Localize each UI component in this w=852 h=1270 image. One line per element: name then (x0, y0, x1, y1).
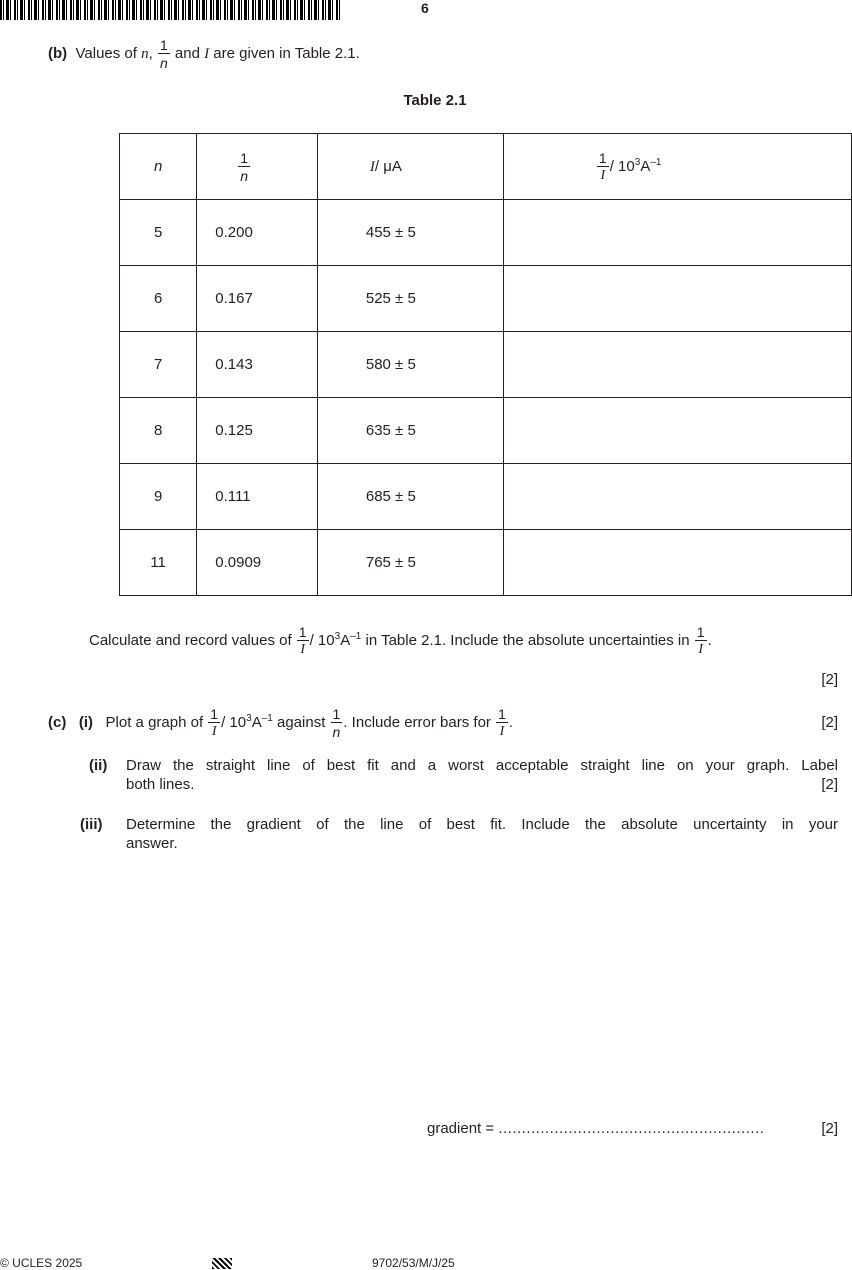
comma: , (148, 44, 153, 62)
part-c-i-label: (i) (78, 713, 94, 731)
cell-inv-n: 0.125 (197, 398, 318, 464)
intro-text-1: Values of (75, 44, 137, 62)
cell-I: 765 ± 5 (317, 530, 503, 596)
table-header-row (120, 134, 852, 200)
cell-n: 7 (120, 332, 197, 398)
qr-code (212, 1258, 232, 1269)
header-inv-I: $\frac{1}{I}$ / $10^3A^{-1}$ (503, 134, 851, 200)
table-row (120, 266, 852, 332)
cell-I: 580 ± 5 (317, 332, 503, 398)
cell-inv-n: 0.111 (197, 464, 318, 530)
header-n: n (120, 134, 197, 200)
answer-dots[interactable]: ......................................................... (498, 1120, 765, 1137)
cell-n: 9 (120, 464, 197, 530)
part-c-label: (c) (48, 713, 67, 731)
fraction-1-over-n: $\frac{1}{n}$ (332, 706, 341, 740)
cell-inv-n: 0.143 (197, 332, 318, 398)
part-c-iii-label: (iii) (80, 816, 103, 833)
table-row (120, 398, 852, 464)
cell-n: 5 (120, 200, 197, 266)
part-c-ii-marks: [2] (821, 776, 838, 793)
fraction-1-over-I: $\frac{1}{I}$ (298, 624, 307, 657)
table-2-1 (119, 133, 852, 596)
instruction-marks: [2] (821, 671, 838, 688)
cell-inv-I-answer[interactable] (503, 398, 851, 464)
cell-inv-I-answer[interactable] (503, 200, 851, 266)
instruction-text: Calculate and record values of $\frac{1}{I}$ / $10^3A^{-1}$ in Table 2.1. Include the absolute uncertainties in $\frac{1}{I}$ . (89, 624, 712, 657)
cell-inv-n: 0.0909 (197, 530, 318, 596)
header-I: I/ μA (317, 134, 503, 200)
part-b-label: (b) (48, 44, 68, 62)
part-c-ii-label: (ii) (89, 757, 108, 774)
table-row (120, 200, 852, 266)
intro-text-2: and (174, 44, 200, 62)
var-n: n (141, 45, 149, 62)
fraction-1-over-I: $\frac{1}{I}$ (210, 706, 219, 739)
cell-n: 11 (120, 530, 197, 596)
cell-inv-I-answer[interactable] (503, 332, 851, 398)
cell-n: 6 (120, 266, 197, 332)
var-I: I (204, 45, 210, 62)
table-title: Table 2.1 (403, 92, 467, 109)
gradient-label: gradient = (427, 1120, 495, 1137)
cell-inv-I-answer[interactable] (503, 464, 851, 530)
cell-n: 8 (120, 398, 197, 464)
fraction-1-over-I: $\frac{1}{I}$ (498, 706, 506, 739)
part-b-intro (48, 38, 360, 70)
part-c-iii-line-2: answer. (126, 835, 178, 852)
part-c-ii-line-2: both lines. (126, 776, 195, 793)
header-inv-n: $\frac{1}{n}$ (197, 134, 318, 200)
page-number: 6 (421, 0, 429, 16)
cell-I: 685 ± 5 (317, 464, 503, 530)
cell-inv-n: 0.167 (197, 266, 318, 332)
copyright: © UCLES 2025 (0, 1256, 83, 1270)
answer-marks: [2] (821, 1120, 838, 1137)
cell-I: 635 ± 5 (317, 398, 503, 464)
part-c-i-marks: [2] (821, 714, 838, 731)
cell-inv-I-answer[interactable] (503, 530, 851, 596)
cell-inv-I-answer[interactable] (503, 266, 851, 332)
gradient-answer-line[interactable] (427, 1120, 764, 1137)
part-c-iii-line-1: Determine the gradient of the line of best fit. Include the absolute uncertainty in your (126, 816, 838, 833)
table-row (120, 530, 852, 596)
fraction-1-over-n: $\frac{1}{n}$ (159, 37, 168, 71)
cell-inv-n: 0.200 (197, 200, 318, 266)
cell-I: 525 ± 5 (317, 266, 503, 332)
cell-I: 455 ± 5 (317, 200, 503, 266)
table-row (120, 332, 852, 398)
paper-code: 9702/53/M/J/25 (372, 1256, 455, 1270)
table-row (120, 464, 852, 530)
part-c-i: (c) (i) Plot a graph of $\frac{1}{I}$ / $10^3A^{-1}$ against $\frac{1}{n}$ . Include error bars for $\frac{1}{I}$ . (48, 706, 514, 740)
intro-text-3: are given in Table 2.1. (213, 44, 360, 62)
part-c-ii-line-1: Draw the straight line of best fit and a worst acceptable straight line on your graph. Label (126, 757, 838, 774)
fraction-1-over-I: $\frac{1}{I}$ (696, 624, 705, 657)
barcode (0, 0, 340, 20)
